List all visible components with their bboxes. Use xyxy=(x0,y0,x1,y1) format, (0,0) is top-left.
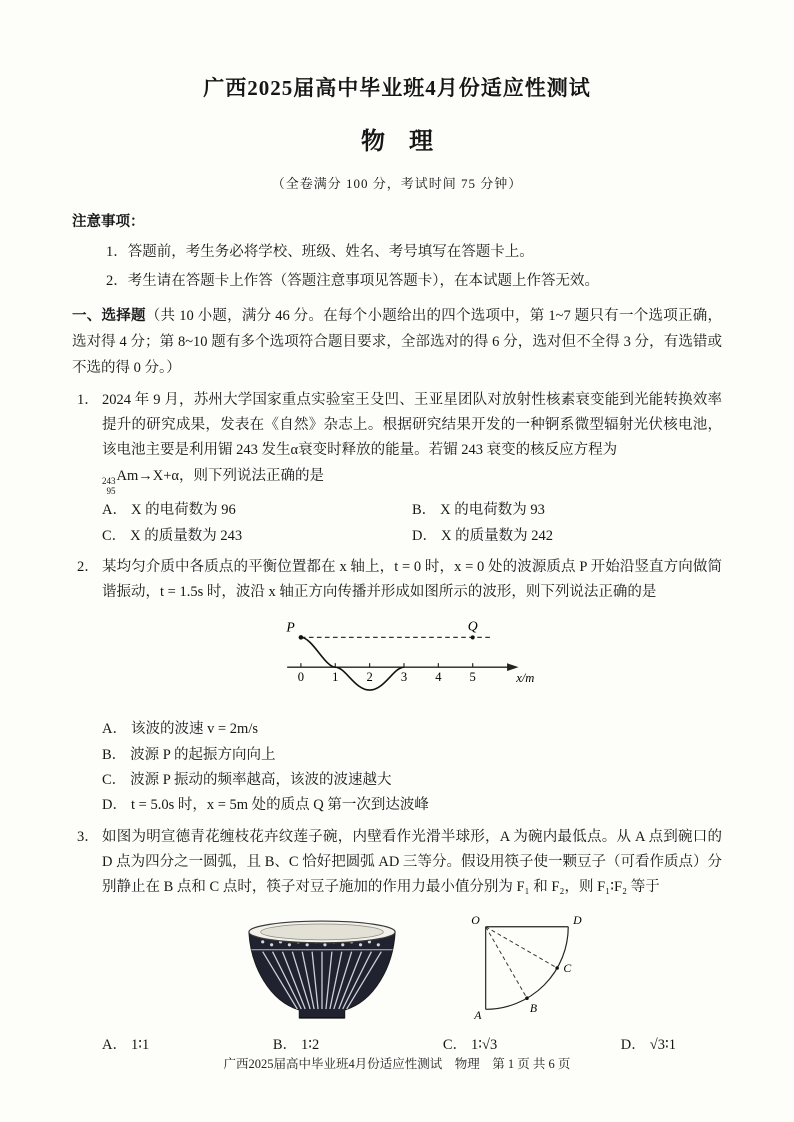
c-label: C xyxy=(563,960,572,975)
isotope-notation xyxy=(102,476,116,497)
tick-label-5: 5 xyxy=(469,669,476,684)
option-3c: C． 1∶√3 xyxy=(442,1036,498,1053)
option-2a: A． 该波的波速 v = 2m/s xyxy=(102,721,258,738)
section-heading xyxy=(72,303,722,381)
x-axis-arrow xyxy=(507,663,518,671)
question-3-text: 如图为明宣德青花缠枝花卉纹莲子碗，内壁看作光滑半球形，A 为碗内最低点。从 A 点到碗口的 D 点为四分之一圆弧，且 B、C 恰好把圆弧 AD 三等分。假设用筷子使一颗豆子（可看作质点）分别静止在 B 点和 C 点时，筷子对豆子施加的作用力最小值分别为 F₁ 和 F₂，则 F₁∶F₂ 等于 xyxy=(102,828,722,896)
tick-label-1: 1 xyxy=(332,669,339,684)
wave-figure xyxy=(102,612,722,713)
question-1-body xyxy=(102,388,722,550)
tick-label-2: 2 xyxy=(366,669,373,684)
source-point-dot xyxy=(299,635,304,640)
b-label: B xyxy=(529,1001,538,1016)
q-point-dot xyxy=(471,635,475,639)
question-3-number: 3． xyxy=(77,828,99,845)
point-b-dot xyxy=(525,996,529,1000)
notice-item-2: 2．考生请在答题卡上作答（答题注意事项见答题卡），在本试题上作答无效。 xyxy=(106,273,599,290)
point-c-dot xyxy=(555,966,559,970)
bowl-inner xyxy=(261,924,384,940)
option-2b: B． 波源 P 的起振方向向上 xyxy=(102,746,276,763)
radius-ob-dashed xyxy=(486,927,527,998)
option-1c: C． X 的质量数为 243 xyxy=(102,527,243,544)
x-axis-unit-label: x/m xyxy=(516,670,535,685)
isotope-atomic-number: 95 xyxy=(106,486,116,496)
option-3b: B． 1∶2 xyxy=(272,1036,320,1053)
wave-diagram-svg xyxy=(278,612,546,704)
question-3-figures xyxy=(102,911,722,1027)
question-1 xyxy=(72,388,722,550)
question-1-options xyxy=(102,498,722,549)
section-rules: （共 10 小题，满分 46 分。在每个小题给出的四个选项中，第 1~7 题只有一个选项正确，选对得 4 分；第 8~10 题有多个选项符合题目要求，全部选对的得 6 分，选对但不全得 3 分，有选错或不选的得 0 分。） xyxy=(72,308,722,377)
bowl-photo xyxy=(238,912,406,1026)
isotope-mass-number: 243 xyxy=(102,475,116,486)
question-2 xyxy=(72,555,722,819)
option-2d: D． t = 5.0s 时，x = 5m 处的质点 Q 第一次到达波峰 xyxy=(102,797,429,814)
q-label: Q xyxy=(467,618,478,634)
a-label: A xyxy=(474,1007,482,1022)
section-label: 一、选择题 xyxy=(72,308,146,325)
question-1-number: 1． xyxy=(77,391,99,408)
question-1-text: 2024 年 9 月，苏州大学国家重点实验室王殳凹、王亚星团队对放射性核素衰变能到光能转换效率提升的研究成果，发表在《自然》杂志上。根据研究结果开发的一种锕系微型辐射光伏核电池，该电池主要是利用镅 243 发生α衰变时释放的能量。若镅 243 衰变的核反应方程为 xyxy=(102,391,722,459)
question-2-text: 某均匀介质中各质点的平衡位置都在 x 轴上，t = 0 时，x = 0 处的波源质点 P 开始沿竖直方向做简谐振动，t = 1.5s 时，波沿 x 轴正方向传播并形成如图所示的波形，则下列说法正确的是 xyxy=(102,559,722,601)
waveform-curve xyxy=(301,637,404,690)
page-footer: 广西2025届高中毕业班4月份适应性测试 物理 第 1 页 共 6 页 xyxy=(223,1057,571,1072)
arc-diagram xyxy=(464,911,586,1027)
question-2-body xyxy=(102,555,722,819)
question-3 xyxy=(72,825,722,1059)
subject-title: 物 理 xyxy=(361,128,433,155)
notices-section xyxy=(72,210,722,294)
option-1a: A． X 的电荷数为 96 xyxy=(102,502,236,519)
notice-heading: 注意事项： xyxy=(72,213,145,230)
radius-oc-dashed xyxy=(486,927,557,968)
question-2-options xyxy=(102,717,722,819)
option-3d: D． √3∶1 xyxy=(620,1036,676,1053)
exam-info-line: （全卷满分 100 分，考试时间 75 分钟） xyxy=(271,175,523,191)
tick-label-4: 4 xyxy=(435,669,442,684)
question-3-body xyxy=(102,825,722,1059)
option-1b: B． X 的电荷数为 93 xyxy=(412,502,545,519)
o-label: O xyxy=(471,912,480,927)
notice-item-1: 1．答题前，考生务必将学校、班级、姓名、考号填写在答题卡上。 xyxy=(106,243,534,260)
exam-title: 广西2025届高中毕业班4月份适应性测试 xyxy=(203,76,591,100)
equation-rest: Am→X+α，则下列说法正确的是 xyxy=(116,467,324,484)
question-2-number: 2． xyxy=(77,559,99,576)
option-1d: D． X 的质量数为 242 xyxy=(412,527,553,544)
p-label: P xyxy=(286,619,295,635)
option-3a: A． 1∶1 xyxy=(102,1036,150,1053)
option-2c: C． 波源 P 振动的频率越高，该波的波速越大 xyxy=(102,771,392,788)
d-label: D xyxy=(573,912,582,927)
tick-label-0: 0 xyxy=(297,669,305,684)
decay-equation xyxy=(102,464,722,497)
tick-label-3: 3 xyxy=(400,669,408,684)
